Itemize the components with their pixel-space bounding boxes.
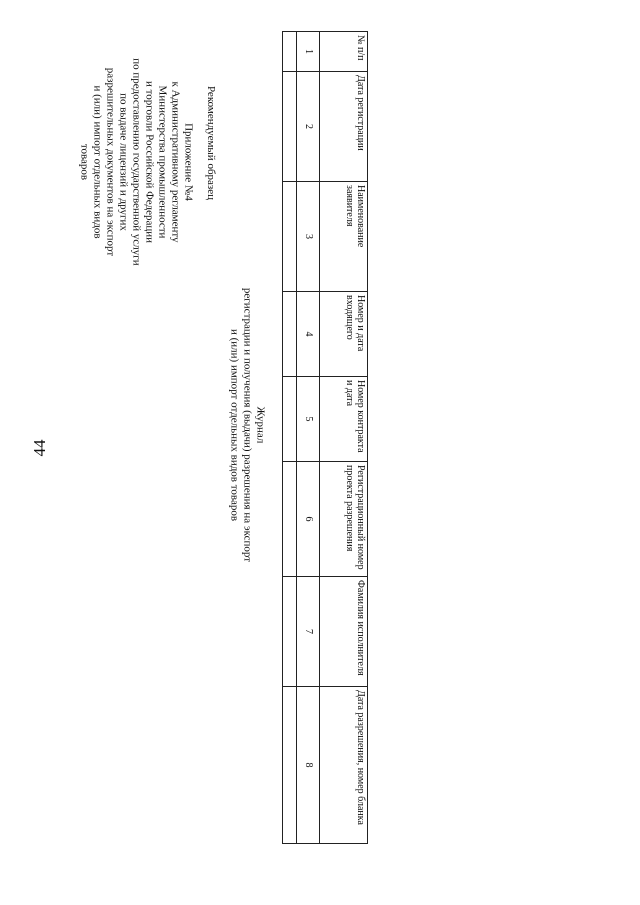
empty-cell [283,377,297,462]
empty-cell [283,182,297,292]
appendix-line: и торговли Российской Федерации [143,80,156,244]
journal-subtitle-line: регистрации и получения (выдачи) разрешения на экспорт [241,287,254,563]
journal-table-wrapper [282,31,368,843]
empty-cell [283,462,297,577]
empty-cell [283,32,297,72]
table-row [297,32,320,844]
appendix-line: по выдаче лицензий и других [117,93,130,231]
header-contract-number: Номер контракта и дата [320,377,368,462]
header-permit-date: Дата разрешения, номер бланка [320,687,368,844]
header-executor-name: Фамилия исполнителя [320,577,368,687]
column-number-cell: 4 [297,292,320,377]
column-number-cell: 2 [297,72,320,182]
appendix-block [78,42,195,282]
empty-cell [283,72,297,182]
appendix-line: разрешительных документов на экспорт [104,67,117,257]
column-number-cell: 1 [297,32,320,72]
empty-cell [283,577,297,687]
column-number-cell: 3 [297,182,320,292]
page-number: 44 [30,439,49,457]
header-applicant-name: Наименование заявителя [320,182,368,292]
column-number-cell: 6 [297,462,320,577]
table-header-row [320,32,368,844]
sample-label: Рекомендуемый образец [205,85,217,201]
appendix-line: товаров [78,143,91,181]
column-number-cell: 8 [297,687,320,844]
appendix-line: Министерства промышленности [156,85,169,239]
table-row-empty [283,32,297,844]
appendix-line: по предоставлению государственной услуги [130,58,143,266]
empty-cell [283,687,297,844]
appendix-line: Приложение №4 [182,123,195,201]
header-incoming-number: Номер и дата входящего [320,292,368,377]
appendix-line: к Административному регламенту [169,81,182,243]
column-number-cell: 5 [297,377,320,462]
journal-title: Журнал [254,406,267,444]
journal-heading [228,260,267,590]
column-number-cell: 7 [297,577,320,687]
header-registration-number: Регистрационный номер проекта разрешения [320,462,368,577]
journal-table [282,31,368,844]
empty-cell [283,292,297,377]
appendix-line: и (или) импорт отдельных видов [91,85,104,239]
journal-subtitle-line: и (или) импорт отдельных видов товаров [228,328,241,522]
header-number: № п/п [320,32,368,72]
header-registration-date: Дата регистрации [320,72,368,182]
